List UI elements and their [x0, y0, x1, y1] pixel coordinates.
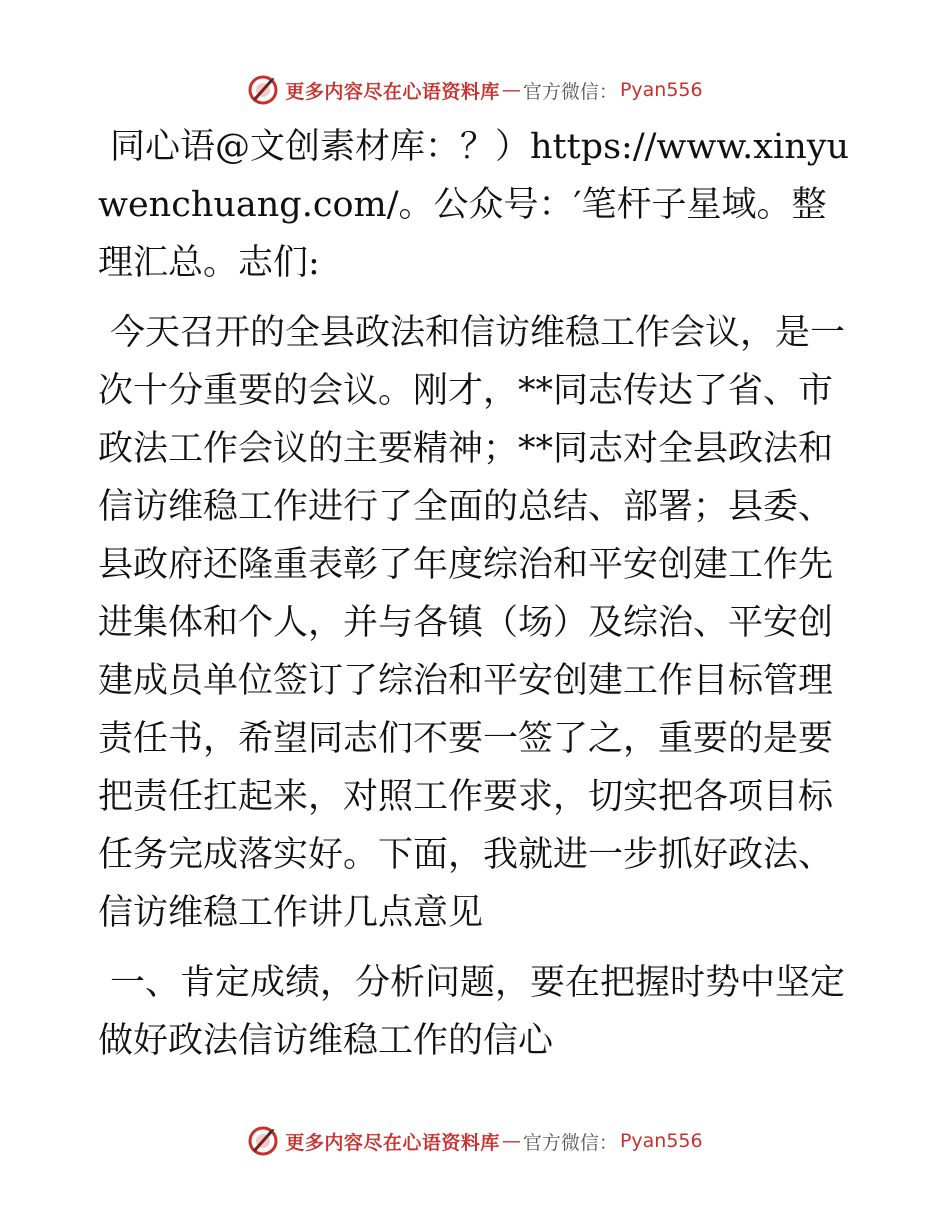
logo-icon: [247, 1125, 279, 1157]
banner-main-text: 更多内容尽在心语资料库: [285, 1131, 500, 1154]
section-heading-one: [98, 954, 858, 1070]
banner-wechat-id: Pyan556: [619, 79, 703, 101]
paragraph-text: 一、肯定成绩，分析问题，要在把握时势中坚定做好政法信访维稳工作的信心: [98, 963, 846, 1061]
footer-watermark-banner: [0, 1121, 950, 1161]
header-watermark-banner: [0, 70, 950, 110]
banner-main-text: 更多内容尽在心语资料库: [285, 80, 500, 103]
banner-wechat-label: 官方微信：: [522, 1131, 618, 1154]
banner-wechat-id: Pyan556: [619, 1130, 703, 1152]
paragraph-opening: [98, 304, 858, 942]
banner-wechat-label: 官方微信：: [522, 80, 618, 103]
paragraph-text: 今天召开的全县政法和信访维稳工作会议，是一次十分重要的会议。刚才，**同志传达了省、市政法工作会议的主要精神；**同志对全县政法和信访维稳工作进行了全面的总结、部署；县委、县政府还隆重表彰了年度综治和平安创建工作先进集体和个人，并与各镇（场）及综治、平安创建成员单位签订了综治和平安创建工作目标管理责任书，希望同志们不要一签了之，重要的是要把责任扛起来，对照工作要求，切实把各项目标任务完成落实好。下面，我就进一步抓好政法、信访维稳工作讲几点意见: [98, 313, 846, 933]
banner-dash: —: [501, 1130, 521, 1152]
document-body: [98, 118, 858, 1082]
logo-icon: [247, 74, 279, 106]
paragraph-text: 同心语@文创素材库：？）https://www.xinyuwenchuang.com/。公众号：′笔杆子星域。整理汇总。志们:: [98, 127, 850, 283]
banner-dash: —: [501, 79, 521, 101]
paragraph-source-note: [98, 118, 858, 292]
